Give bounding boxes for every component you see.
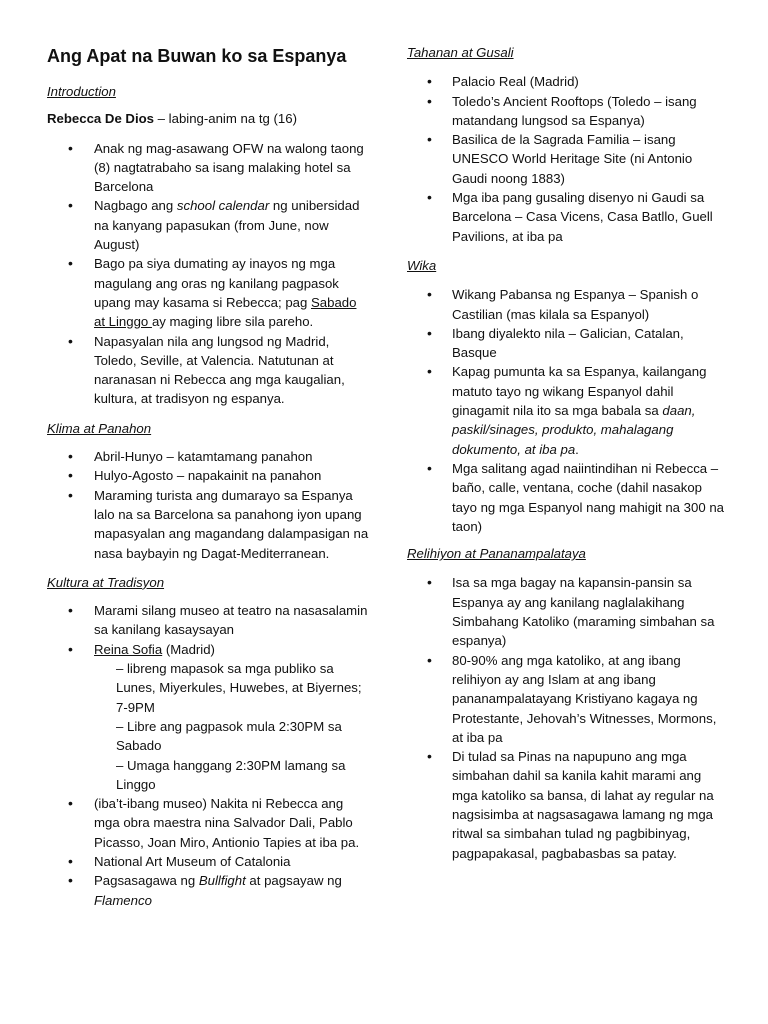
list-item: • Palacio Real (Madrid) [407,72,727,91]
tahanan-list [407,72,727,246]
sub-item: – Libre ang pagpasok mula 2:30PM sa Sabado [116,718,342,754]
person-line [47,109,369,128]
list-item: • Di tulad sa Pinas na napupuno ang mga simbahan dahil sa kanila kahit marami ang mga katoliko sa bansa, di lahat ay regular na nagsisimba at nagsasagawa lamang ng mga ritwal sa simbahan tulad ng pagbibinyag, pagpapakasal, pagbabasbas sa patay. [407,747,727,863]
list-item: • Reina Sofia (Madrid) – libreng mapasok sa mga publiko sa Lunes, Miyerkules, Huwebes, at Biyernes; 7-9PM – Libre ang pagpasok mula 2:30PM sa Sabado – Umaga hanggang 2:30PM lamang sa Linggo [47,640,369,794]
section-heading-klima: Klima at Panahon [47,420,152,436]
list-item: • Kapag pumunta ka sa Espanya, kailangang matuto tayo ng wikang Espanyol dahil ginagamit nila ito sa mga babala sa daan, paskil/sinages, produkto, mahalagang dokumento, at iba pa. [407,362,727,458]
list-item: • Toledo’s Ancient Rooftops (Toledo – isang matandang lungsod sa Espanya) [407,92,727,131]
list-item: • National Art Museum of Catalonia [47,852,369,871]
wika-list [407,285,727,536]
section-heading-kultura: Kultura at Tradisyon [47,574,165,590]
list-item: • Napasyalan nila ang lungsod ng Madrid, Toledo, Seville, at Valencia. Natutunan at naranasan ni Rebecca ang mga kaugalian, kultura, at tradisyon ng espanya. [47,332,369,409]
list-item: • Pagsasagawa ng Bullfight at pagsayaw ng Flamenco [47,871,369,910]
sub-item: – libreng mapasok sa mga publiko sa Lunes, Miyerkules, Huwebes, at Biyernes; 7-9PM [116,661,362,715]
list-item: • Bago pa siya dumating ay inayos ng mga magulang ang oras ng kanilang pagpasok upang may kasama si Rebecca; pag Sabado at Linggo ay maging libre sila pareho. [47,254,369,331]
list-item: • 80-90% ang mga katoliko, at ang ibang relihiyon ay ang Islam at ang ibang pananampalatayang Kristiyano kagaya ng Protestante, Jehovah’s Witnesses, Mormons, at iba pa [407,651,727,747]
relihiyon-list [407,573,727,862]
list-item: • Nagbago ang school calendar ng unibersidad na kanyang papasukan (from June, now August) [47,196,369,254]
section-heading-introduction: Introduction [47,84,116,99]
document-title: Ang Apat na Buwan ko sa Espanya [47,46,347,66]
list-item: • Isa sa mga bagay na kapansin-pansin sa Espanya ay ang kanilang naglalakihang Simbahang Katoliko (maraming simbahan sa espanya) [407,573,727,650]
list-item: • Anak ng mag-asawang OFW na walong taong (8) nagtatrabaho sa isang malaking hotel sa Barcelona [47,139,369,197]
list-item: • Ibang diyalekto nila – Galician, Catalan, Basque [407,324,727,363]
list-item: • Hulyo-Agosto – napakainit na panahon [47,466,369,485]
introduction-list [47,139,369,409]
section-heading-relihiyon: Relihiyon at Pananampalataya [407,546,586,562]
list-item: • Abril-Hunyo – katamtamang panahon [47,447,369,466]
section-heading-wika: Wika [407,257,437,273]
list-item: • Mga iba pang gusaling disenyo ni Gaudi sa Barcelona – Casa Vicens, Casa Batllo, Guell Pavilions, at iba pa [407,188,727,246]
kultura-list [47,601,369,910]
klima-list [47,447,369,563]
list-item: • (iba’t-ibang museo) Nakita ni Rebecca ang mga obra maestra nina Salvador Dali, Pablo Picasso, Joan Miro, Antionio Tapies at iba pa. [47,794,369,852]
list-item: • Maraming turista ang dumarayo sa Espanya lalo na sa Barcelona sa panahong iyon upang mapasyalan ang magandang dalampasigan na nasa baybayin ng Dagat-Mediterranean. [47,486,369,563]
person-name: Rebecca De Dios [47,111,155,127]
right-column [407,0,727,863]
list-item: • Mga salitang agad naiintindihan ni Rebecca – baño, calle, ventana, coche (dahil nasakop tayo ng mga Espanyol nang mahigit na 300 na taon) [407,459,727,536]
list-item: • Marami silang museo at teatro na nasasalamin sa kanilang kasaysayan [47,601,369,640]
section-heading-tahanan: Tahanan at Gusali [407,45,514,60]
sub-item: – Umaga hanggang 2:30PM lamang sa Linggo [116,757,346,792]
list-item: • Basilica de la Sagrada Familia – isang UNESCO World Heritage Site (ni Antonio Gaudi noong 1883) [407,130,727,188]
list-item: • Wikang Pabansa ng Espanya – Spanish o Castilian (mas kilala sa Espanyol) [407,285,727,324]
reina-sofia-link-text: Reina Sofia [94,641,163,657]
person-description: – labing-anim na tg (16) [154,111,297,127]
left-column [47,0,369,910]
